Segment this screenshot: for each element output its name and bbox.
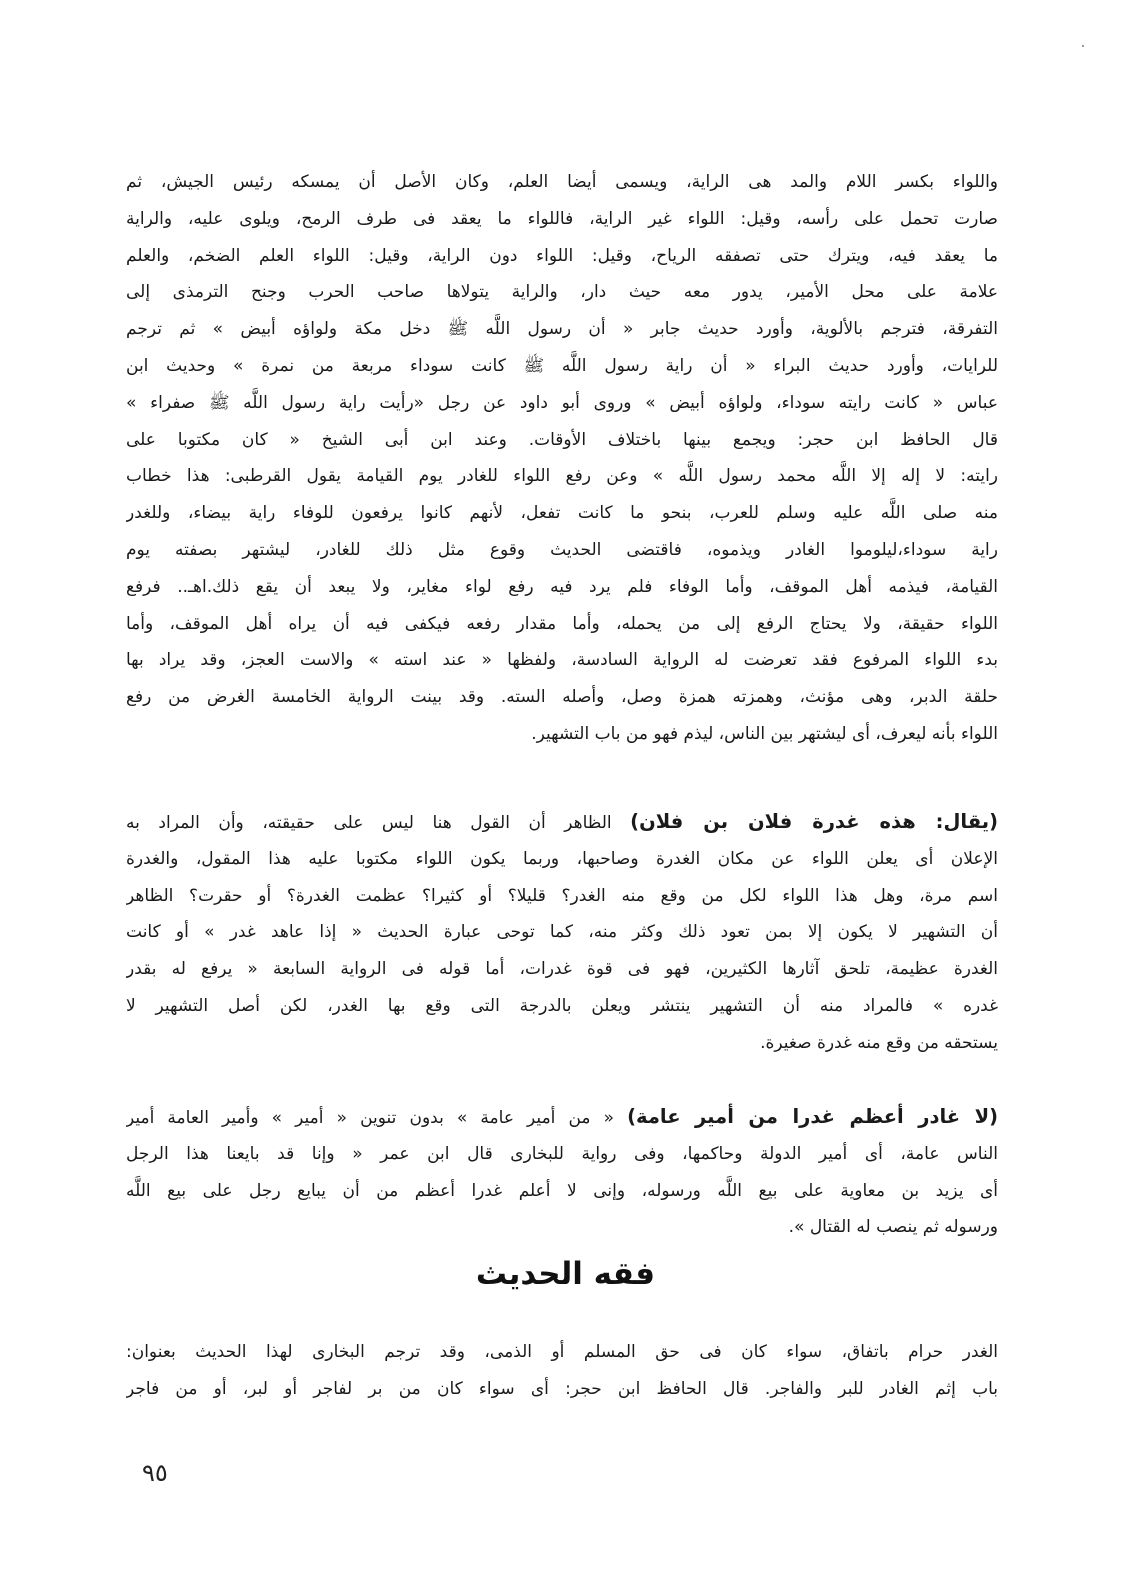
text-line: الإعلان أى يعلن اللواء عن مكان الغدرة وصاحبها، وربما يكون اللواء مكتوبا عليه هذا المقول، والغدرة bbox=[126, 848, 998, 869]
paragraph-ghadra-explanation bbox=[126, 804, 998, 1062]
text-line: الناس عامة، أى أمير الدولة وحاكمها، وفى رواية للبخارى قال ابن عمر « وإنا قد بايعنا هذا الرجل bbox=[126, 1143, 998, 1164]
paragraph-banner-explanation bbox=[126, 164, 998, 753]
text-line: الغدر حرام باتفاق، سواء كان فى حق المسلم أو الذمى، وقد ترجم البخارى لهذا الحديث بعنوان: bbox=[126, 1342, 998, 1362]
hadith-phrase-heading: (يقال: هذه غدرة فلان بن فلان) bbox=[630, 810, 998, 833]
text-line: يستحقه من وقع منه غدرة صغيرة. bbox=[760, 1032, 998, 1053]
hadith-phrase-comment: « من أمير عامة » بدون تنوين « أمير » وأمير العامة أمير bbox=[126, 1108, 615, 1128]
text-line: باب إثم الغادر للبر والفاجر. قال الحافظ ابن حجر: أى سواء كان من بر لفاجر أو لبر، أو من فاجر bbox=[126, 1378, 998, 1399]
hadith-phrase-comment: الظاهر أن القول هنا ليس على حقيقته، وأن المراد به bbox=[126, 813, 612, 833]
scan-speck bbox=[1082, 45, 1084, 47]
hadith-phrase-heading: (لا غادر أعظم غدرا من أمير عامة) bbox=[627, 1105, 998, 1128]
text-line: علامة على محل الأمير، يدور معه حيث دار، والراية يتولاها صاحب الحرب وجنح الترمذى إلى bbox=[126, 282, 998, 303]
text-line: رايته: لا إله إلا اللَّه محمد رسول اللَّه » وعن رفع اللواء للغادر يوم القيامة يقول القرطبى: هذا خطاب bbox=[126, 466, 998, 487]
paragraph-fiqh bbox=[126, 1334, 998, 1408]
text-line: ما يعقد فيه، ويترك حتى تصفقه الرياح، وقيل: اللواء دون الراية، وقيل: اللواء العلم الضخم، والعلم bbox=[126, 245, 998, 266]
text-line bbox=[126, 1099, 998, 1136]
text-line: القيامة، فيذمه أهل الموقف، وأما الوفاء فلم يرد فيه رفع لواء مغاير، ولا يبعد أن يقع ذلك.اهـ.. فرفع bbox=[126, 576, 998, 597]
text-line: قال الحافظ ابن حجر: ويجمع بينها باختلاف الأوقات. وعند ابن أبى الشيخ « كان مكتوبا على bbox=[126, 429, 998, 450]
text-line: اللواء حقيقة، ولا يحتاج الرفع إلى من يحمله، وأما مقدار رفعه فيكفى فيه أن يراه أهل الموقف، وأما bbox=[126, 613, 998, 634]
text-line: راية سوداء،ليلوموا الغادر ويذموه، فاقتضى الحديث وقوع مثل ذلك للغادر، ليشتهر بصفته يوم bbox=[126, 539, 998, 560]
text-line: اسم مرة، وهل هذا اللواء لكل من وقع منه الغدر؟ قليلا؟ أو كثيرا؟ عظمت الغدرة؟ أو حقرت؟ الظاهر bbox=[126, 885, 998, 906]
text-line: منه صلى اللَّه عليه وسلم للعرب، بنحو ما كانت تفعل، لأنهم كانوا يرفعون للوفاء راية بيضاء، وللغدر bbox=[126, 503, 998, 524]
text-line: واللواء بكسر اللام والمد هى الراية، ويسمى أيضا العلم، وكان الأصل أن يمسكه رئيس الجيش، ثم bbox=[126, 172, 998, 192]
paragraph-ameer-explanation bbox=[126, 1099, 998, 1246]
text-line: للرايات، وأورد حديث البراء « أن راية رسول اللَّه ﷺ كانت سوداء مربعة من نمرة » وحديث ابن bbox=[126, 355, 998, 376]
text-line: بدء اللواء المرفوع فقد تعرضت له الرواية السادسة، ولفظها « عند استه » والاست العجز، وقد يراد بها bbox=[126, 650, 998, 671]
text-line bbox=[126, 804, 998, 841]
page-number: ٩٥ bbox=[142, 1459, 168, 1487]
text-line: أن التشهير لا يكون إلا بمن تعود ذلك وكثر منه، كما توحى عبارة الحديث « إذا عاهد غدر » أو كانت bbox=[126, 922, 998, 943]
text-line: التفرقة، فترجم بالألوية، وأورد حديث جابر « أن رسول اللَّه ﷺ دخل مكة ولواؤه أبيض » ثم ترجم bbox=[126, 319, 998, 340]
text-line: ورسوله ثم ينصب له القتال ». bbox=[788, 1217, 998, 1238]
text-line: غدره » فالمراد منه أن التشهير ينتشر ويعلن بالدرجة التى وقع بها الغدر، لكن أصل التشهير لا bbox=[126, 995, 998, 1016]
text-line: الغدرة عظيمة، تلحق آثارها الكثيرين، فهو فى قوة غدرات، أما قوله فى الرواية السابعة « يرفع له بقدر bbox=[126, 959, 998, 980]
text-line: عباس « كانت رايته سوداء، ولواؤه أبيض » وروى أبو داود عن رجل «رأيت راية رسول اللَّه ﷺ صفراء » bbox=[126, 392, 998, 413]
section-heading: فقه الحديث bbox=[475, 1256, 656, 1292]
text-line: صارت تحمل على رأسه، وقيل: اللواء غير الراية، فاللواء ما يعقد فى طرف الرمح، ويلوى عليه، والراية bbox=[126, 208, 998, 229]
text-line: أى يزيد بن معاوية على بيع اللَّه ورسوله، وإنى لا أعلم غدرا أعظم من أن يبايع رجل على بيع اللَّه bbox=[126, 1180, 998, 1201]
text-line: حلقة الدبر، وهى مؤنث، وهمزته همزة وصل، وأصله السته. وقد بينت الرواية الخامسة الغرض من رفع bbox=[126, 687, 998, 708]
text-line: اللواء بأنه ليعرف، أى ليشتهر بين الناس، ليذم فهو من باب التشهير. bbox=[531, 723, 998, 744]
